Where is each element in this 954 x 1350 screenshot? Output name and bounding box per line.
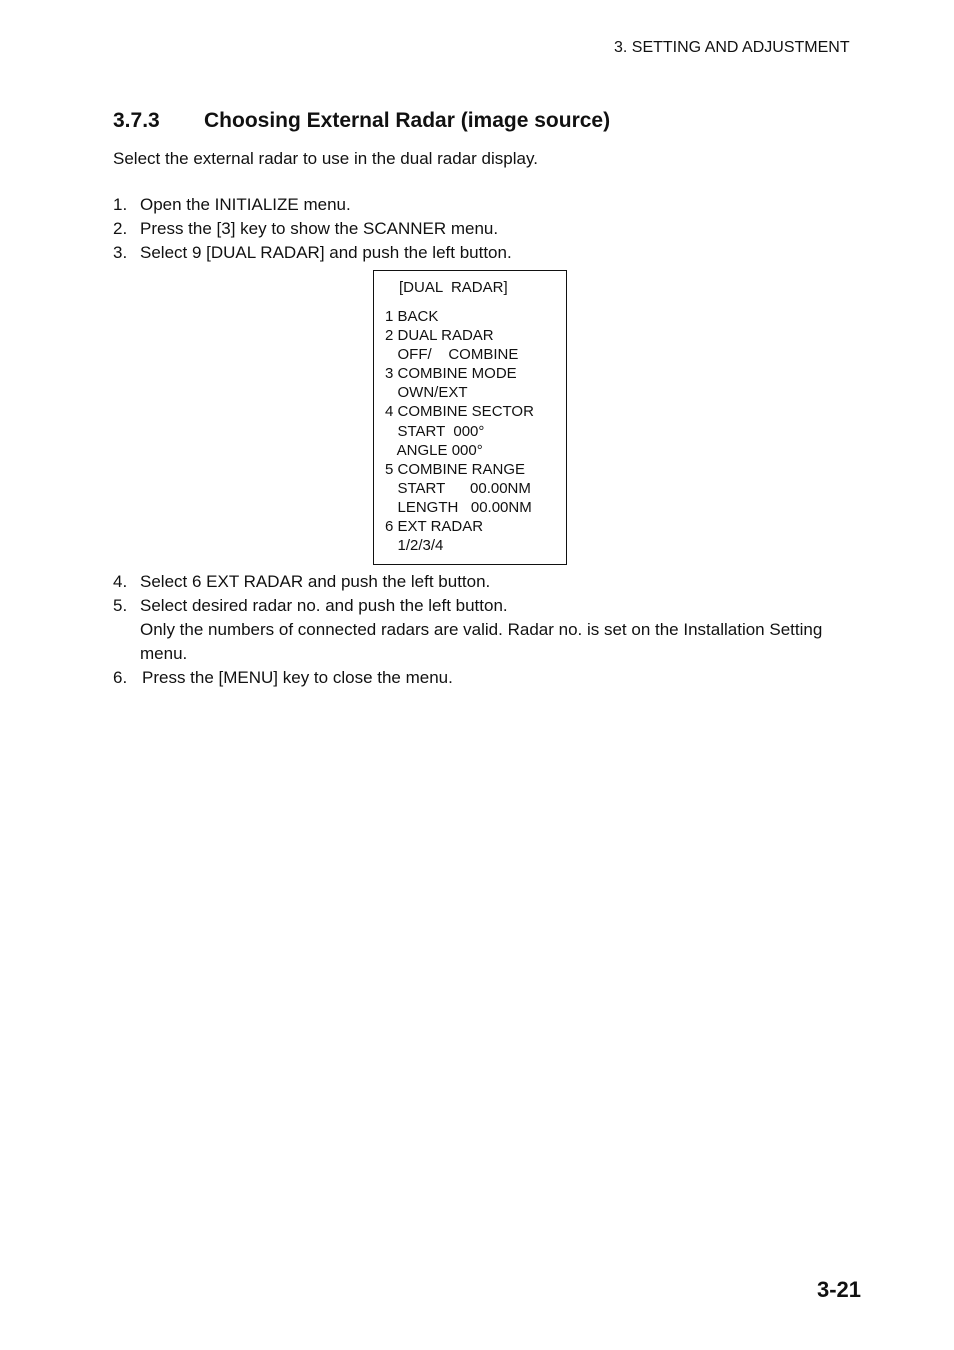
menu-item: 3 COMBINE MODE bbox=[385, 365, 517, 382]
step-note: menu. bbox=[140, 644, 188, 663]
section-title: Choosing External Radar (image source) bbox=[204, 109, 611, 132]
step-note: Only the numbers of connected radars are valid. Radar no. is set on the Installation Setting bbox=[140, 620, 823, 639]
step-number: 1. bbox=[113, 195, 128, 214]
step-text: Press the [3] key to show the SCANNER menu. bbox=[140, 219, 499, 238]
step-text: Select 9 [DUAL RADAR] and push the left button. bbox=[140, 243, 512, 262]
menu-title: [DUAL RADAR] bbox=[399, 279, 508, 296]
menu-item: LENGTH 00.00NM bbox=[385, 499, 532, 516]
menu-item: START 000° bbox=[385, 423, 485, 440]
menu-item: 4 COMBINE SECTOR bbox=[385, 403, 534, 420]
step-number: 3. bbox=[113, 243, 128, 262]
menu-item: 5 COMBINE RANGE bbox=[385, 461, 526, 478]
menu-item: 1 BACK bbox=[385, 308, 439, 325]
step-number: 4. bbox=[113, 572, 128, 591]
menu-item: OWN/EXT bbox=[385, 384, 468, 401]
menu-item: OFF/ COMBINE bbox=[385, 346, 519, 363]
menu-item: 6 EXT RADAR bbox=[385, 518, 484, 535]
page-number: 3-21 bbox=[817, 1277, 862, 1302]
menu-item: 1/2/3/4 bbox=[385, 537, 444, 554]
step-text: Select 6 EXT RADAR and push the left button. bbox=[140, 572, 491, 591]
step-number: 5. bbox=[113, 596, 128, 615]
intro-paragraph: Select the external radar to use in the dual radar display. bbox=[113, 149, 538, 168]
step-number: 2. bbox=[113, 219, 128, 238]
menu-item: START 00.00NM bbox=[385, 480, 531, 497]
step-text: Open the INITIALIZE menu. bbox=[140, 195, 351, 214]
menu-item: ANGLE 000° bbox=[385, 442, 483, 459]
step-number: 6. bbox=[113, 668, 128, 687]
step-text: Press the [MENU] key to close the menu. bbox=[142, 668, 453, 687]
running-head: 3. SETTING AND ADJUSTMENT bbox=[614, 39, 850, 56]
menu-item: 2 DUAL RADAR bbox=[385, 327, 494, 344]
dual-radar-menu-figure bbox=[373, 270, 567, 565]
step-text: Select desired radar no. and push the left button. bbox=[140, 596, 508, 615]
section-number: 3.7.3 bbox=[113, 109, 160, 132]
